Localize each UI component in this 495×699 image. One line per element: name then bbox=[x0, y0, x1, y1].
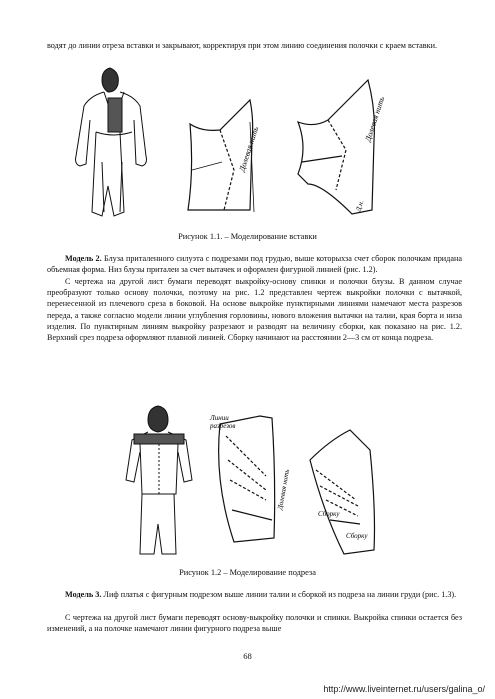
figure-1-2 bbox=[120, 400, 410, 560]
front-pattern-left bbox=[219, 416, 275, 542]
gather-label-2: Сборку bbox=[346, 532, 368, 540]
model-2-intro-text: Блуза приталенного силуэта с подрезами под грудью, выше которыхза счет сборок полочкам придана объемная форма. Низ блузы приталеи за счет вытачек и оформлен фигурной линией (рис. 1.2). bbox=[47, 254, 462, 275]
gather-label-1: Сборку bbox=[318, 510, 340, 518]
model-2-heading: Модель 2. bbox=[65, 254, 102, 263]
dress-sketch-illustration bbox=[76, 68, 147, 216]
blouse-sketch-illustration bbox=[126, 406, 192, 554]
page-number: 68 bbox=[243, 651, 252, 661]
model-3-intro-text: Лиф платья с фигурным подрезом выше линии талии и сборкой из подреза на линии груди (рис. 1.3). bbox=[101, 590, 457, 599]
grain-label-1: Долевая нить bbox=[237, 125, 261, 173]
model-3-heading: Модель 3. bbox=[65, 590, 102, 599]
grain-label-fig2: Долевая нить bbox=[276, 468, 292, 511]
figure-1-2-caption: Рисунок 1.2 – Моделирование подреза bbox=[179, 568, 316, 577]
model-3-body: С чертежа на другой лист бумаги переводят основу-выкройку полочки и спинки. Выкройка спинки остается без изменений, а на полочке намечают линии фигурного подреза выше bbox=[47, 613, 462, 634]
bodice-pattern-right bbox=[298, 80, 374, 214]
model-3-intro bbox=[47, 589, 462, 600]
model-2-intro bbox=[47, 253, 462, 275]
top-paragraph: водят до линии отреза вставки и закрывают, корректируя при этом линию соединения полочки с краем вставки. bbox=[47, 41, 438, 50]
model-2-body: С чертежа на другой лист бумаги переводят выкройку-основу спинки и полочки блузы. В данном случае преобразуют только основу полочки, поэтому на рис. 1.2 представлен чертеж выкройки полочки с вытачкой, перенесенной из плечевого среза в боковой. На основе выкройке пунктирными линиями намечают места разрезов переда, а также согласно модели линии углубления горловины, нового вложения вытачки на талии, края борта и низа изделия. По пунктирным линиям выкройку разрезают и разводят на величину сборки, как показано на рис. 1.2. Верхний срез подреза оформляют плавной линией. Сборку начинают на расстоянии 2—3 см от конца подреза. bbox=[47, 277, 462, 343]
figure-1-1-caption: Рисунок 1.1. – Моделирование вставки bbox=[178, 232, 317, 241]
cut-lines-label-1: Линии bbox=[210, 414, 229, 422]
footer-url[interactable]: http://www.liveinternet.ru/users/galina_o/ bbox=[323, 684, 485, 694]
grain-label-3: Д.н. bbox=[354, 199, 366, 213]
grain-label-2: Долевая нить bbox=[363, 95, 387, 143]
figure-1-1 bbox=[70, 62, 410, 222]
cut-lines-label-2: разрезов bbox=[210, 422, 236, 430]
